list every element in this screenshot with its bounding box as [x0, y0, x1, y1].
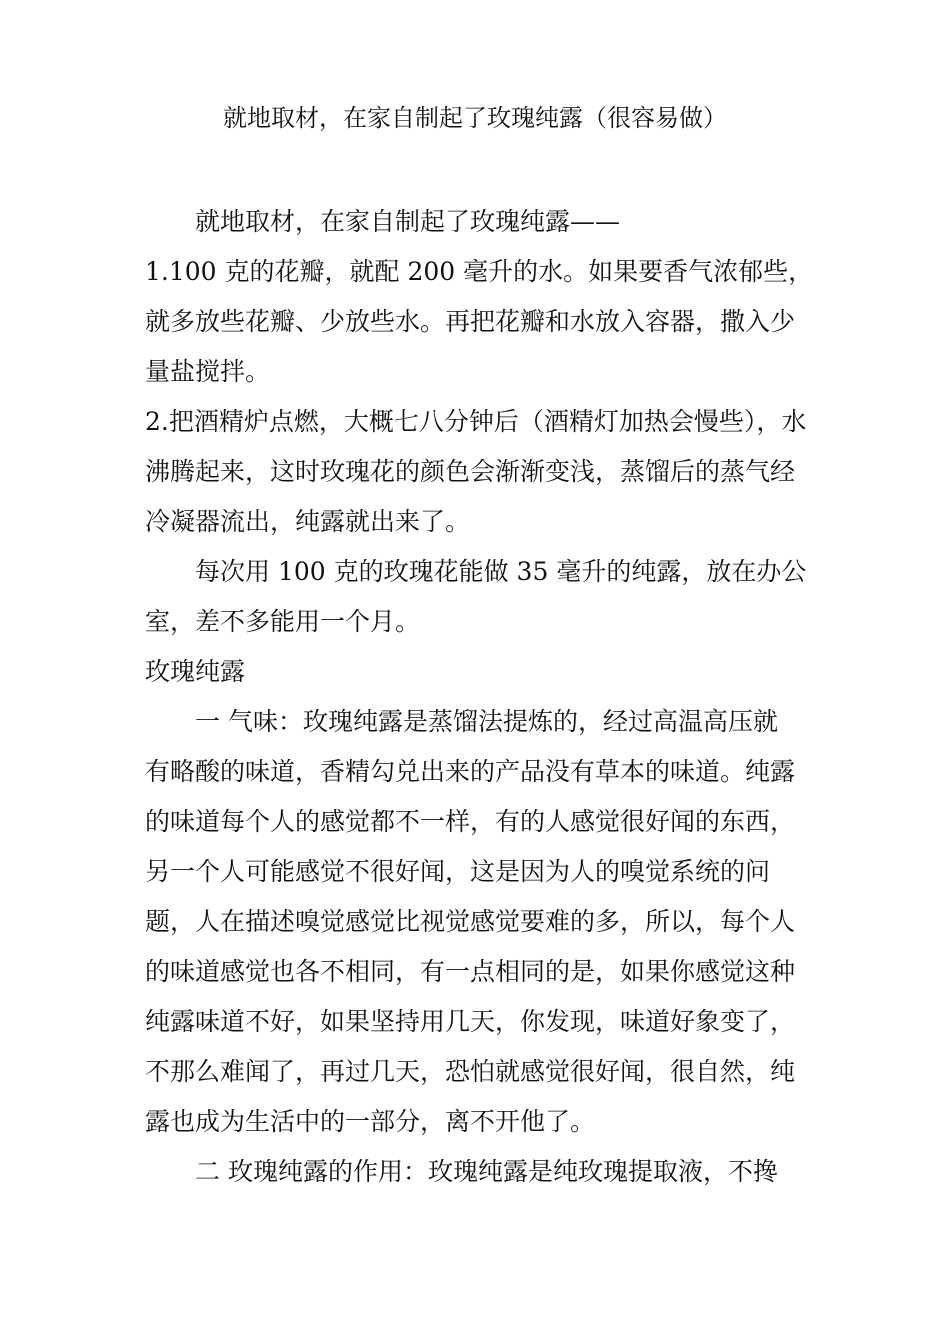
text-line: 室，差不多能用一个月。 [145, 607, 421, 636]
text-line: 量盐搅拌。 [145, 357, 271, 386]
text-line: 一 气味：玫瑰纯露是蒸馏法提炼的，经过高温高压就 [195, 707, 778, 736]
text-line: 就地取材，在家自制起了玫瑰纯露—— [195, 207, 621, 236]
section-heading [145, 647, 815, 697]
paragraph-function [145, 1147, 815, 1197]
document-title: 就地取材，在家自制起了玫瑰纯露（很容易做） [223, 104, 727, 132]
paragraph-usage [145, 547, 815, 647]
text-line: 题，人在描述嗅觉感觉比视觉感觉要难的多，所以，每个人 [145, 907, 796, 936]
text-line: 就多放些花瓣、少放些水。再把花瓣和水放入容器，撒入少 [145, 307, 796, 336]
text-line: 不那么难闻了，再过几天，恐怕就感觉很好闻，很自然，纯 [145, 1057, 796, 1086]
text-line: 1.100 克的花瓣，就配 200 毫升的水。如果要香气浓郁些， [145, 257, 814, 286]
text-line: 2.把酒精炉点燃，大概七八分钟后（酒精灯加热会慢些），水 [145, 407, 807, 436]
text-line: 另一个人可能感觉不很好闻，这是因为人的嗅觉系统的问 [145, 857, 771, 886]
text-line: 冷凝器流出，纯露就出来了。 [145, 507, 471, 536]
text-line: 每次用 100 克的玫瑰花能做 35 毫升的纯露，放在办公 [195, 557, 807, 586]
paragraph-step-1 [145, 247, 815, 397]
document-body [145, 197, 815, 1197]
text-line: 沸腾起来，这时玫瑰花的颜色会渐渐变浅，蒸馏后的蒸气经 [145, 457, 796, 486]
paragraph-smell [145, 697, 815, 1147]
text-line: 纯露味道不好，如果坚持用几天，你发现，味道好象变了， [145, 1007, 796, 1036]
paragraph-step-2 [145, 397, 815, 547]
text-line: 露也成为生活中的一部分，离不开他了。 [145, 1107, 596, 1136]
text-line: 的味道感觉也各不相同，有一点相同的是，如果你感觉这种 [145, 957, 796, 986]
text-line: 有略酸的味道，香精勾兑出来的产品没有草本的味道。纯露 [145, 757, 796, 786]
section-heading-text: 玫瑰纯露 [145, 657, 246, 686]
text-line: 二 玫瑰纯露的作用：玫瑰纯露是纯玫瑰提取液，不搀 [195, 1157, 778, 1186]
text-line: 的味道每个人的感觉都不一样，有的人感觉很好闻的东西， [145, 807, 796, 836]
paragraph-intro [145, 197, 815, 247]
